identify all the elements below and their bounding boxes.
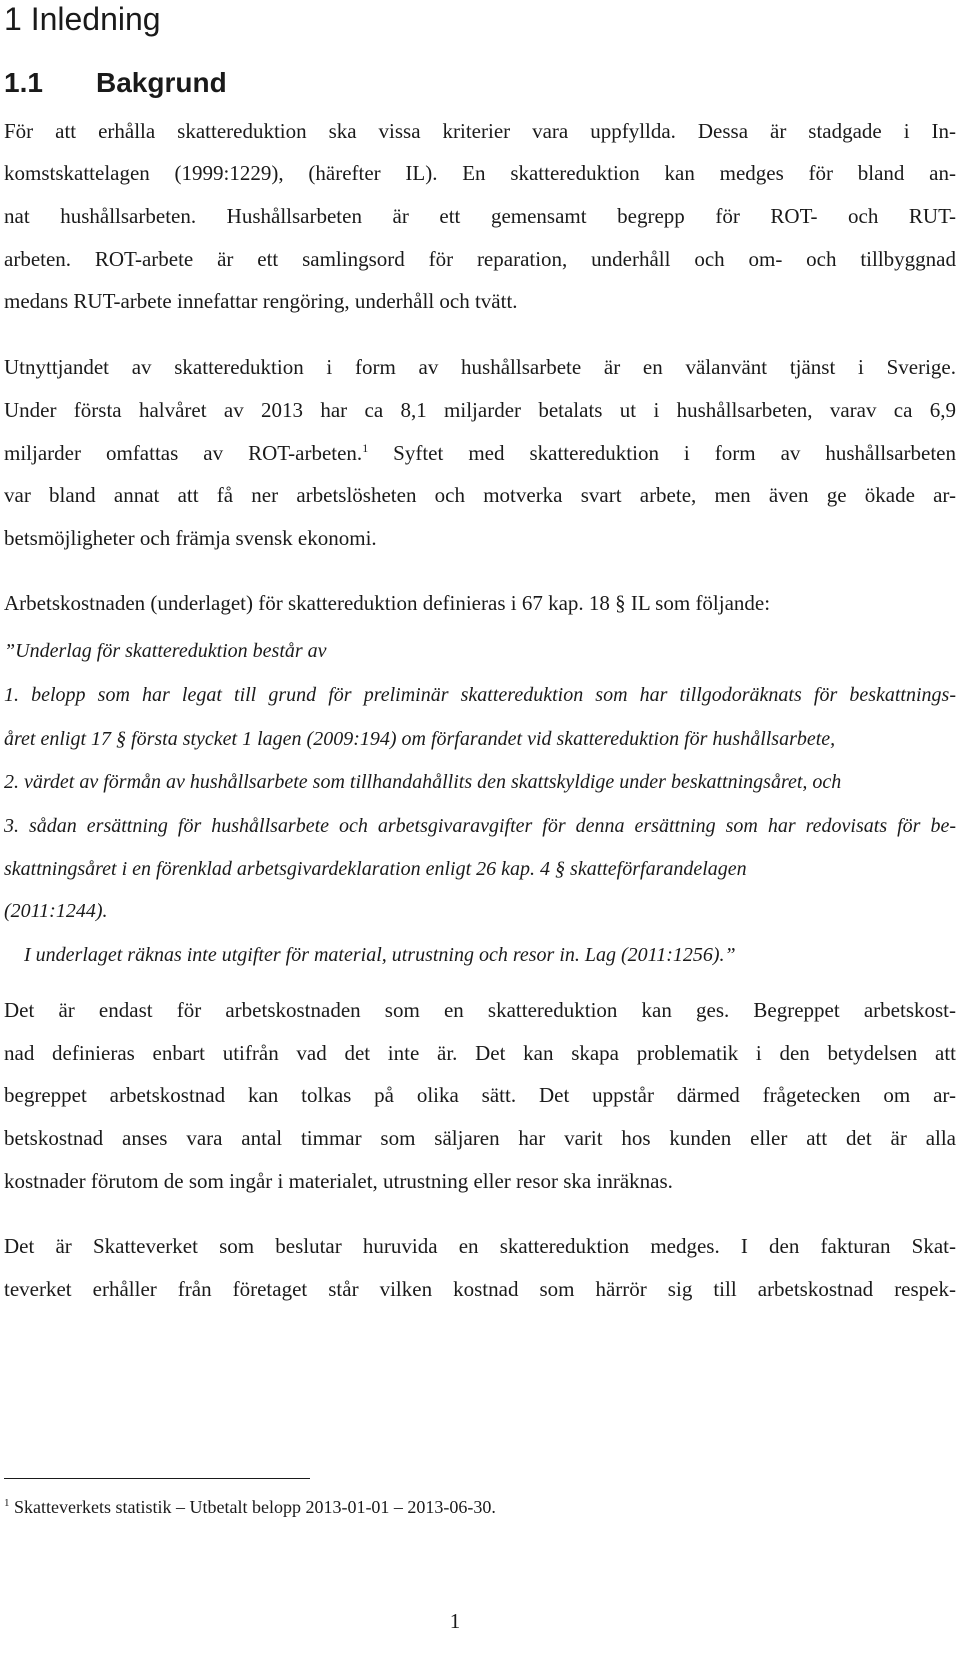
para2-line-1: Utnyttjandet av skattereduktion i form av hushållsarbete är en välanvänt tjänst i Sverige. <box>4 355 956 379</box>
section-heading <box>4 66 227 100</box>
quote-intro: ”Underlag för skattereduktion består av <box>4 640 327 662</box>
para4-line-1: Det är endast för arbetskostnaden som en skattereduktion kan ges. Begreppet arbetskost- <box>4 998 956 1022</box>
para1-line-5: medans RUT-arbete innefattar rengöring, underhåll och tvätt. <box>4 289 518 313</box>
quote-closing: I underlaget räknas inte utgifter för material, utrustning och resor in. Lag (2011:1256).” <box>24 944 736 966</box>
para2-line-3-end: Syftet med skattereduktion i form av hushållsarbeten <box>368 441 957 465</box>
quote-line-4: 3. sådan ersättning för hushållsarbete och arbetsgivaravgifter för denna ersättning som har redovisats för be- <box>4 815 956 837</box>
para1-line-2: komstskattelagen (1999:1229), (härefter IL). En skattereduktion kan medges för bland an- <box>4 161 956 185</box>
footnote-text: Skatteverkets statistik – Utbetalt belopp 2013-01-01 – 2013-06-30. <box>9 1497 496 1517</box>
para4-line-5: kostnader förutom de som ingår i materialet, utrustning eller resor ska inräknas. <box>4 1169 673 1193</box>
para2-line-4: var bland annat att få ner arbetslösheten och motverka svart arbete, men även ge ökade ar- <box>4 483 956 507</box>
para2-line-2: Under första halvåret av 2013 har ca 8,1 miljarder betalats ut i hushållsarbeten, varav ca 6,9 <box>4 398 956 422</box>
para5-line-2: teverket erhåller från företaget står vilken kostnad som härrör sig till arbetskostnad respek- <box>4 1277 956 1301</box>
quote-line-3: 2. värdet av förmån av hushållsarbete som tillhandahållits den skattskyldige under beskattningsåret, och <box>4 771 842 793</box>
quote-line-5: skattningsåret i en förenklad arbetsgivardeklaration enligt 26 kap. 4 § skatteförfarandelagen <box>4 858 747 880</box>
quote-line-1: 1. belopp som har legat till grund för preliminär skattereduktion som har tillgodoräknats för beskattnings- <box>4 684 956 706</box>
para4-line-4: betskostnad anses vara antal timmar som säljaren har varit hos kunden eller att det är alla <box>4 1126 956 1150</box>
para2-line-3-start: miljarder omfattas av ROT-arbeten. <box>4 441 363 465</box>
chapter-heading: 1 Inledning <box>4 1 161 37</box>
quote-line-6: (2011:1244). <box>4 900 108 922</box>
para1-line-4: arbeten. ROT-arbete är ett samlingsord för reparation, underhåll och om- och tillbyggnad <box>4 247 956 271</box>
footnote-reference[interactable]: 1 <box>362 441 369 455</box>
footnote-marker: 1 <box>4 1497 10 1509</box>
section-number: 1.1 <box>4 67 43 98</box>
para2-line-5: betsmöjligheter och främja svensk ekonomi. <box>4 526 377 550</box>
para3-line: Arbetskostnaden (underlaget) för skattereduktion definieras i 67 kap. 18 § IL som följande: <box>4 591 771 615</box>
quote-line-2: året enligt 17 § första stycket 1 lagen (2009:194) om förfarandet vid skattereduktion för hushållsarbete, <box>4 728 836 750</box>
para4-line-3: begreppet arbetskostnad kan tolkas på olika sätt. Det uppstår därmed frågetecken om ar- <box>4 1083 956 1107</box>
footnote-separator <box>4 1478 310 1479</box>
para5-line-1: Det är Skatteverket som beslutar huruvida en skattereduktion medges. I den fakturan Skat- <box>4 1234 956 1258</box>
section-title: Bakgrund <box>96 67 227 98</box>
para2-line-3 <box>4 440 956 466</box>
para4-line-2: nad definieras enbart utifrån vad det inte är. Det kan skapa problematik i den betydelsen att <box>4 1041 956 1065</box>
para1-line-3: nat hushållsarbeten. Hushållsarbeten är ett gemensamt begrepp för ROT- och RUT- <box>4 204 956 228</box>
page-number: 1 <box>449 1609 461 1633</box>
footnote <box>4 1496 496 1518</box>
para1-line-1: För att erhålla skattereduktion ska vissa kriterier vara uppfyllda. Dessa är stadgade i In- <box>4 119 956 143</box>
